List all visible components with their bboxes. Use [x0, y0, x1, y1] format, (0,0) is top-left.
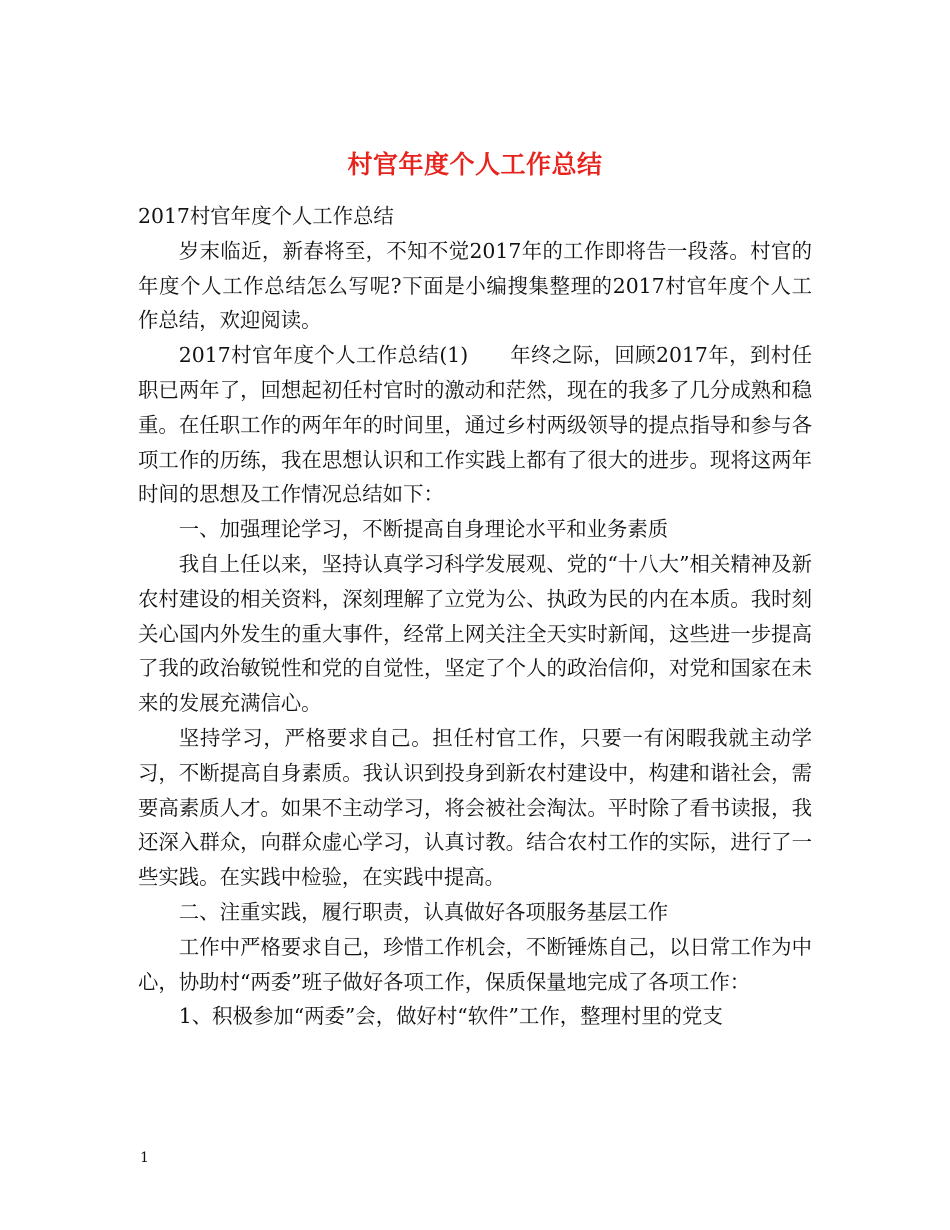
- paragraph-self-study: 坚持学习，严格要求自己。担任村官工作，只要一有闲暇我就主动学习，不断提高自身素质。我认识到投身到新农村建设中，构建和谐社会，需要高素质人才。如果不主动学习，将会被社会淘汰。平时除了看书读报，我还深入群众，向群众虚心学习，认真讨教。结合农村工作的实际，进行了一些实践。在实践中检验，在实践中提高。: [138, 725, 812, 890]
- heading-section-one: 一、加强理论学习，不断提高自身理论水平和业务素质: [178, 517, 669, 542]
- paragraph-item-1: 1、积极参加“两委”会，做好村“软件”工作，整理村里的党支: [178, 1004, 723, 1029]
- paragraph-section-1-intro: 2017村官年度个人工作总结(1) 年终之际，回顾2017年，到村任职已两年了，回想起初任村官时的激动和茫然，现在的我多了几分成熟和稳重。在任职工作的两年年的时间里，通过乡村两级领导的提点指导和参与各项工作的历练，我在思想认识和工作实践上都有了很大的进步。现将这两年时间的思想及工作情况总结如下：: [138, 343, 812, 507]
- document-body: [138, 199, 812, 1034]
- paragraph-theory-study: 我自上任以来，坚持认真学习科学发展观、党的“十八大”相关精神及新农村建设的相关资料，深刻理解了立党为公、执政为民的内在本质。我时刻关心国内外发生的重大事件，经常上网关注全天实时新闻，这些进一步提高了我的政治敏锐性和党的自觉性，坚定了个人的政治信仰，对党和国家在未来的发展充满信心。: [138, 551, 812, 716]
- page-title: 村官年度个人工作总结: [347, 149, 603, 179]
- heading-section-two: 二、注重实践，履行职责，认真做好各项服务基层工作: [178, 899, 669, 924]
- paragraph-work-practice: 工作中严格要求自己，珍惜工作机会，不断锤炼自己，以日常工作为中心，协助村“两委”班子做好各项工作，保质保量地完成了各项工作：: [138, 934, 812, 994]
- paragraph-intro: 岁末临近，新春将至，不知不觉2017年的工作即将告一段落。村官的年度个人工作总结怎么写呢?下面是小编搜集整理的2017村官年度个人工作总结，欢迎阅读。: [138, 238, 812, 333]
- document-subtitle: 2017村官年度个人工作总结: [138, 204, 394, 228]
- page-number: 1: [140, 1150, 149, 1166]
